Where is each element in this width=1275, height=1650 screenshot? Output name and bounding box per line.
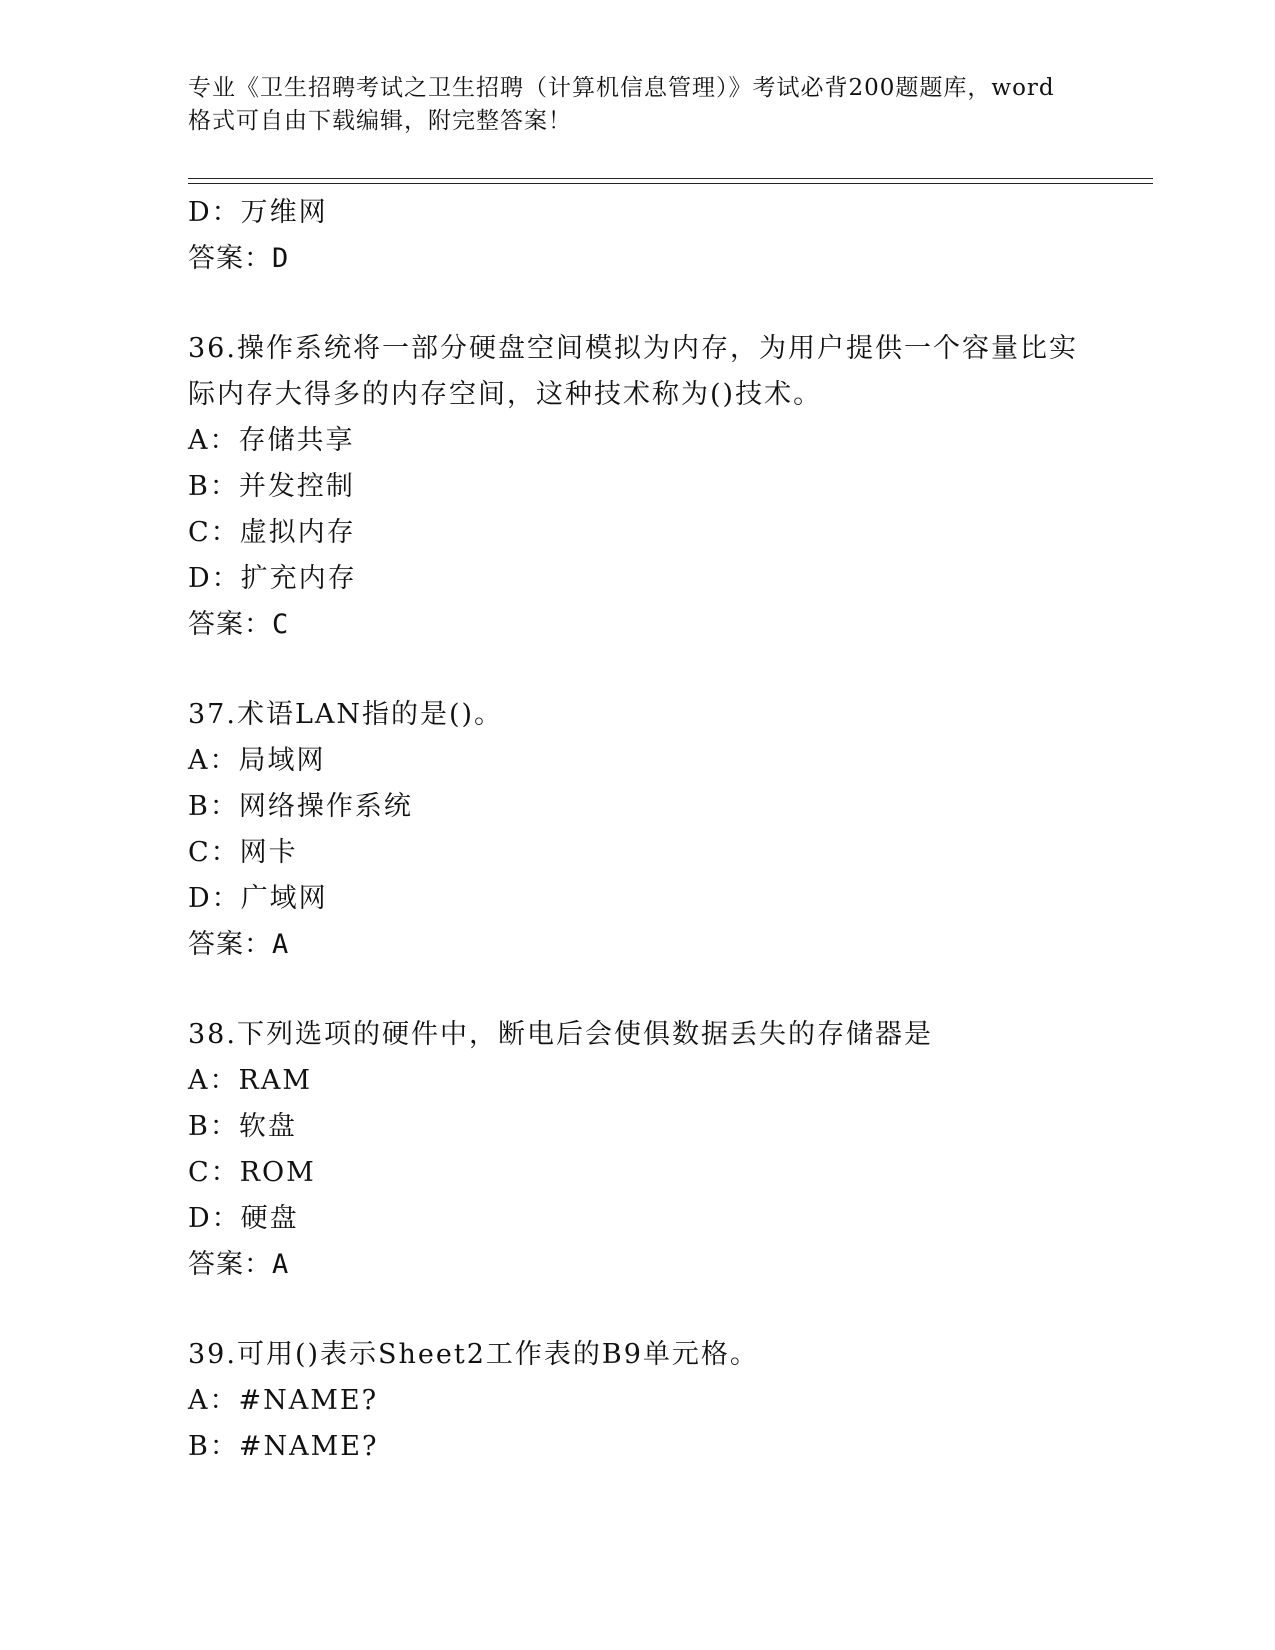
header-divider-top: [188, 178, 1153, 179]
document-header: [188, 72, 1108, 138]
option-b: B：并发控制: [188, 471, 355, 502]
option-c: C：ROM: [188, 1157, 316, 1188]
question-stem: [188, 326, 1148, 418]
answer: 答案：A: [188, 929, 290, 960]
option-a: A：#NAME?: [188, 1385, 379, 1416]
answer: 答案：D: [188, 243, 290, 274]
option-c: C：网卡: [188, 837, 298, 868]
option-a: A：局域网: [188, 745, 326, 776]
option-d: D：扩充内存: [188, 563, 357, 594]
question-stem-line: 际内存大得多的内存空间，这种技术称为()技术。: [188, 379, 823, 410]
spacer: [188, 1288, 1148, 1332]
option-a: A：RAM: [188, 1065, 312, 1096]
option-a: A：存储共享: [188, 425, 355, 456]
header-divider-bottom: [188, 183, 1153, 184]
question-stem: 37.术语LAN指的是()。: [188, 699, 504, 730]
question-list: [188, 190, 1148, 1470]
question-stem: 39.可用()表示Sheet2工作表的B9单元格。: [188, 1339, 759, 1370]
option-d: D：万维网: [188, 197, 328, 228]
question-stem-line: 36.操作系统将一部分硬盘空间模拟为内存，为用户提供一个容量比实: [188, 333, 1078, 364]
option-d: D：广域网: [188, 883, 328, 914]
option-b: B：软盘: [188, 1111, 297, 1142]
option-c: C：虚拟内存: [188, 517, 356, 548]
option-d: D：硬盘: [188, 1203, 299, 1234]
spacer: [188, 648, 1148, 692]
header-line-2: 格式可自由下载编辑，附完整答案！: [188, 108, 572, 134]
header-line-1: 专业《卫生招聘考试之卫生招聘（计算机信息管理）》考试必背200题题库，word: [188, 75, 1055, 101]
answer: 答案：A: [188, 1249, 290, 1280]
spacer: [188, 282, 1148, 326]
answer: 答案：C: [188, 609, 290, 640]
spacer: [188, 968, 1148, 1012]
option-b: B：#NAME?: [188, 1431, 379, 1462]
question-stem: 38.下列选项的硬件中，断电后会使俱数据丢失的存储器是: [188, 1019, 933, 1050]
option-b: B：网络操作系统: [188, 791, 413, 822]
